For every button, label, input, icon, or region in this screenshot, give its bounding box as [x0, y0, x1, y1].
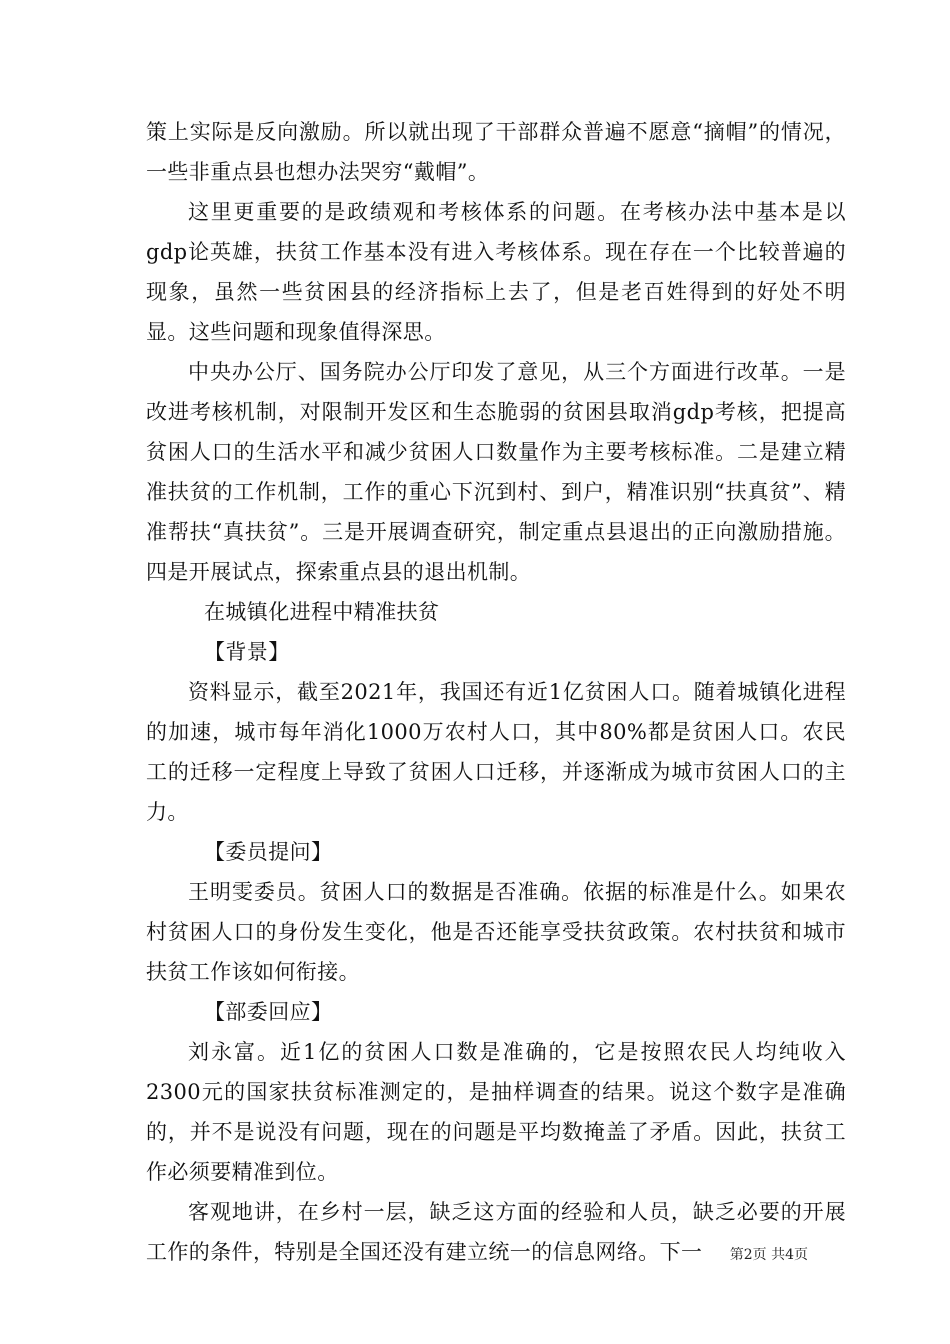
- paragraph-objective: 客观地讲，在乡村一层，缺乏这方面的经验和人员，缺乏必要的开展工作的条件，特别是全国还没有建立统一的信息网络。下一: [146, 1200, 846, 1264]
- document-body: [146, 112, 846, 1272]
- heading-ministry-response: 【部委回应】: [204, 1000, 333, 1024]
- paragraph-background: 资料显示，截至2021年，我国还有近1亿贫困人口。随着城镇化进程的加速，城市每年消化1000万农村人口，其中80%都是贫困人口。农民工的迁移一定程度上导致了贫困人口迁移，并逐渐成为城市贫困人口的主力。: [146, 680, 846, 824]
- paragraph-continued: 策上实际是反向激励。所以就出现了干部群众普遍不愿意“摘帽”的情况，一些非重点县也想办法哭穷“戴帽”。: [146, 120, 846, 184]
- paragraph-member-question: 王明雯委员。贫困人口的数据是否准确。依据的标准是什么。如果农村贫困人口的身份发生变化，他是否还能享受扶贫政策。农村扶贫和城市扶贫工作该如何衔接。: [146, 880, 846, 984]
- heading-background: 【背景】: [204, 640, 290, 664]
- section-title: 在城镇化进程中精准扶贫: [204, 600, 440, 624]
- page-number-footer: 第2页 共4页: [729, 1247, 808, 1263]
- paragraph-ministry-response: 刘永富。近1亿的贫困人口数是准确的，它是按照农民人均纯收入2300元的国家扶贫标准测定的，是抽样调查的结果。说这个数字是准确的，并不是说没有问题，现在的问题是平均数掩盖了矛盾。因此，扶贫工作必须要精准到位。: [146, 1040, 846, 1184]
- paragraph-reform-opinion: 中央办公厅、国务院办公厅印发了意见，从三个方面进行改革。一是改进考核机制，对限制开发区和生态脆弱的贫困县取消gdp考核，把提高贫困人口的生活水平和减少贫困人口数量作为主要考核标准。二是建立精准扶贫的工作机制，工作的重心下沉到村、到户，精准识别“扶真贫”、精准帮扶“真扶贫”。三是开展调查研究，制定重点县退出的正向激励措施。四是开展试点，探索重点县的退出机制。: [146, 360, 846, 584]
- heading-member-question: 【委员提问】: [204, 840, 333, 864]
- paragraph-performance-view: 这里更重要的是政绩观和考核体系的问题。在考核办法中基本是以gdp论英雄，扶贫工作基本没有进入考核体系。现在存在一个比较普遍的现象，虽然一些贫困县的经济指标上去了，但是老百姓得到的好处不明显。这些问题和现象值得深思。: [146, 200, 846, 344]
